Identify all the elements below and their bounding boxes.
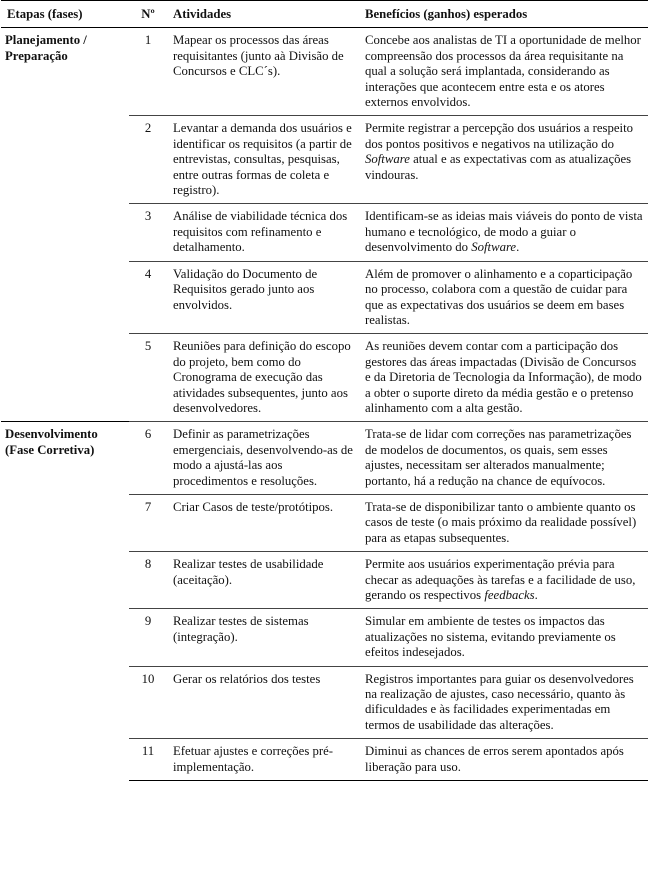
- row-benefit: Diminui as chances de erros serem apontados após liberação para uso.: [359, 739, 648, 781]
- italic-term: feedbacks: [484, 588, 535, 602]
- benefit-text-before: Permite aos usuários experimentação prévia para checar as adequações às tarefas e a facilidade de uso, gerando os respectivos: [365, 557, 636, 602]
- italic-term: Software: [365, 152, 410, 167]
- row-number: 11: [129, 739, 167, 781]
- row-number: 6: [129, 422, 167, 495]
- row-activity: Mapear os processos das áreas requisitantes (junto aà Divisão de Concursos e CLC´s).: [167, 28, 359, 116]
- row-number: 2: [129, 116, 167, 204]
- row-activity: Criar Casos de teste/protótipos.: [167, 494, 359, 551]
- row-number: 1: [129, 28, 167, 116]
- row-activity: Definir as parametrizações emergenciais, desenvolvendo-as de modo a ajustá-las aos procedimentos e resoluções.: [167, 422, 359, 495]
- row-benefit: Trata-se de lidar com correções nas parametrizações de modelos de documentos, os quais, sem esses ajustes, necessitam ser alterados manualmente; portanto, há a redução na chance de equívocos.: [359, 422, 648, 495]
- table-row: [1, 422, 648, 495]
- row-number: 5: [129, 334, 167, 422]
- row-activity: Efetuar ajustes e correções pré-implementação.: [167, 739, 359, 781]
- row-number: 3: [129, 204, 167, 261]
- row-benefit: Simular em ambiente de testes os impactos das atualizações no sistema, evitando previamente os efeitos indesejados.: [359, 609, 648, 666]
- italic-term: Software: [471, 240, 517, 255]
- row-number: 8: [129, 552, 167, 609]
- header-benefits: Benefícios (ganhos) esperados: [359, 1, 648, 28]
- row-activity: Análise de viabilidade técnica dos requisitos com refinamento e detalhamento.: [167, 204, 359, 261]
- header-stage: Etapas (fases): [1, 1, 129, 28]
- row-number: 4: [129, 261, 167, 334]
- row-activity: Reuniões para definição do escopo do projeto, bem como do Cronograma de execução das atividades subsequentes, junto aos desenvolvedores.: [167, 334, 359, 422]
- table-header-row: [1, 1, 648, 28]
- row-activity: Realizar testes de usabilidade (aceitação).: [167, 552, 359, 609]
- benefit-text-after: .: [534, 588, 538, 602]
- row-benefit: [359, 116, 648, 204]
- benefit-text-after: .: [516, 240, 520, 255]
- benefit-text-before: Permite registrar a percepção dos usuários a respeito dos pontos positivos e negativos na utilização do: [365, 121, 633, 151]
- row-benefit: Registros importantes para guiar os desenvolvedores na realização de ajustes, caso necessário, quanto às dificuldades e às facilidades experimentadas em termos de usabilidade das alterações.: [359, 666, 648, 739]
- row-benefit: [359, 552, 648, 609]
- row-number: 9: [129, 609, 167, 666]
- row-benefit: As reuniões devem contar com a participação dos gestores das áreas impactadas (Divisão de Concursos e da Diretoria de Tecnologia da Informação), de modo a obter o suporte direto da média gestão e o pretenso alinhamento com a alta gestão.: [359, 334, 648, 422]
- row-activity: Realizar testes de sistemas (integração).: [167, 609, 359, 666]
- header-number: Nº: [129, 1, 167, 28]
- benefit-text-before: Identificam-se as ideias mais viáveis do ponto de vista humano e tecnológico, de modo a guiar o desenvolvimento do: [365, 209, 643, 255]
- row-activity: Levantar a demanda dos usuários e identificar os requisitos (a partir de entrevistas, consultas, pesquisas, entre outras formas de coleta e registro).: [167, 116, 359, 204]
- row-benefit: Concebe aos analistas de TI a oportunidade de melhor compreensão dos processos da área requisitante na qual a solução será implantada, considerando as interações que acontecem entre esta e os atores externos envolvidos.: [359, 28, 648, 116]
- benefit-text-after: atual e as expectativas com as atualizações vindouras.: [365, 152, 632, 182]
- row-benefit: [359, 204, 648, 261]
- row-activity: Validação do Documento de Requisitos gerado junto aos envolvidos.: [167, 261, 359, 334]
- row-number: 7: [129, 494, 167, 551]
- stage-planning: Planejamento / Preparação: [5, 33, 87, 63]
- table-row: [1, 28, 648, 116]
- row-benefit: Além de promover o alinhamento e a coparticipação no processo, colabora com a questão de cuidar para que as expectativas dos usuários se deem em bases realistas.: [359, 261, 648, 334]
- header-activities: Atividades: [167, 1, 359, 28]
- row-number: 10: [129, 666, 167, 739]
- row-benefit: Trata-se de disponibilizar tanto o ambiente quanto os casos de teste (o mais próximo da realidade possível) para as etapas subsequentes.: [359, 494, 648, 551]
- activities-table: [1, 0, 648, 781]
- row-activity: Gerar os relatórios dos testes: [167, 666, 359, 739]
- stage-development: Desenvolvimento (Fase Corretiva): [1, 422, 129, 781]
